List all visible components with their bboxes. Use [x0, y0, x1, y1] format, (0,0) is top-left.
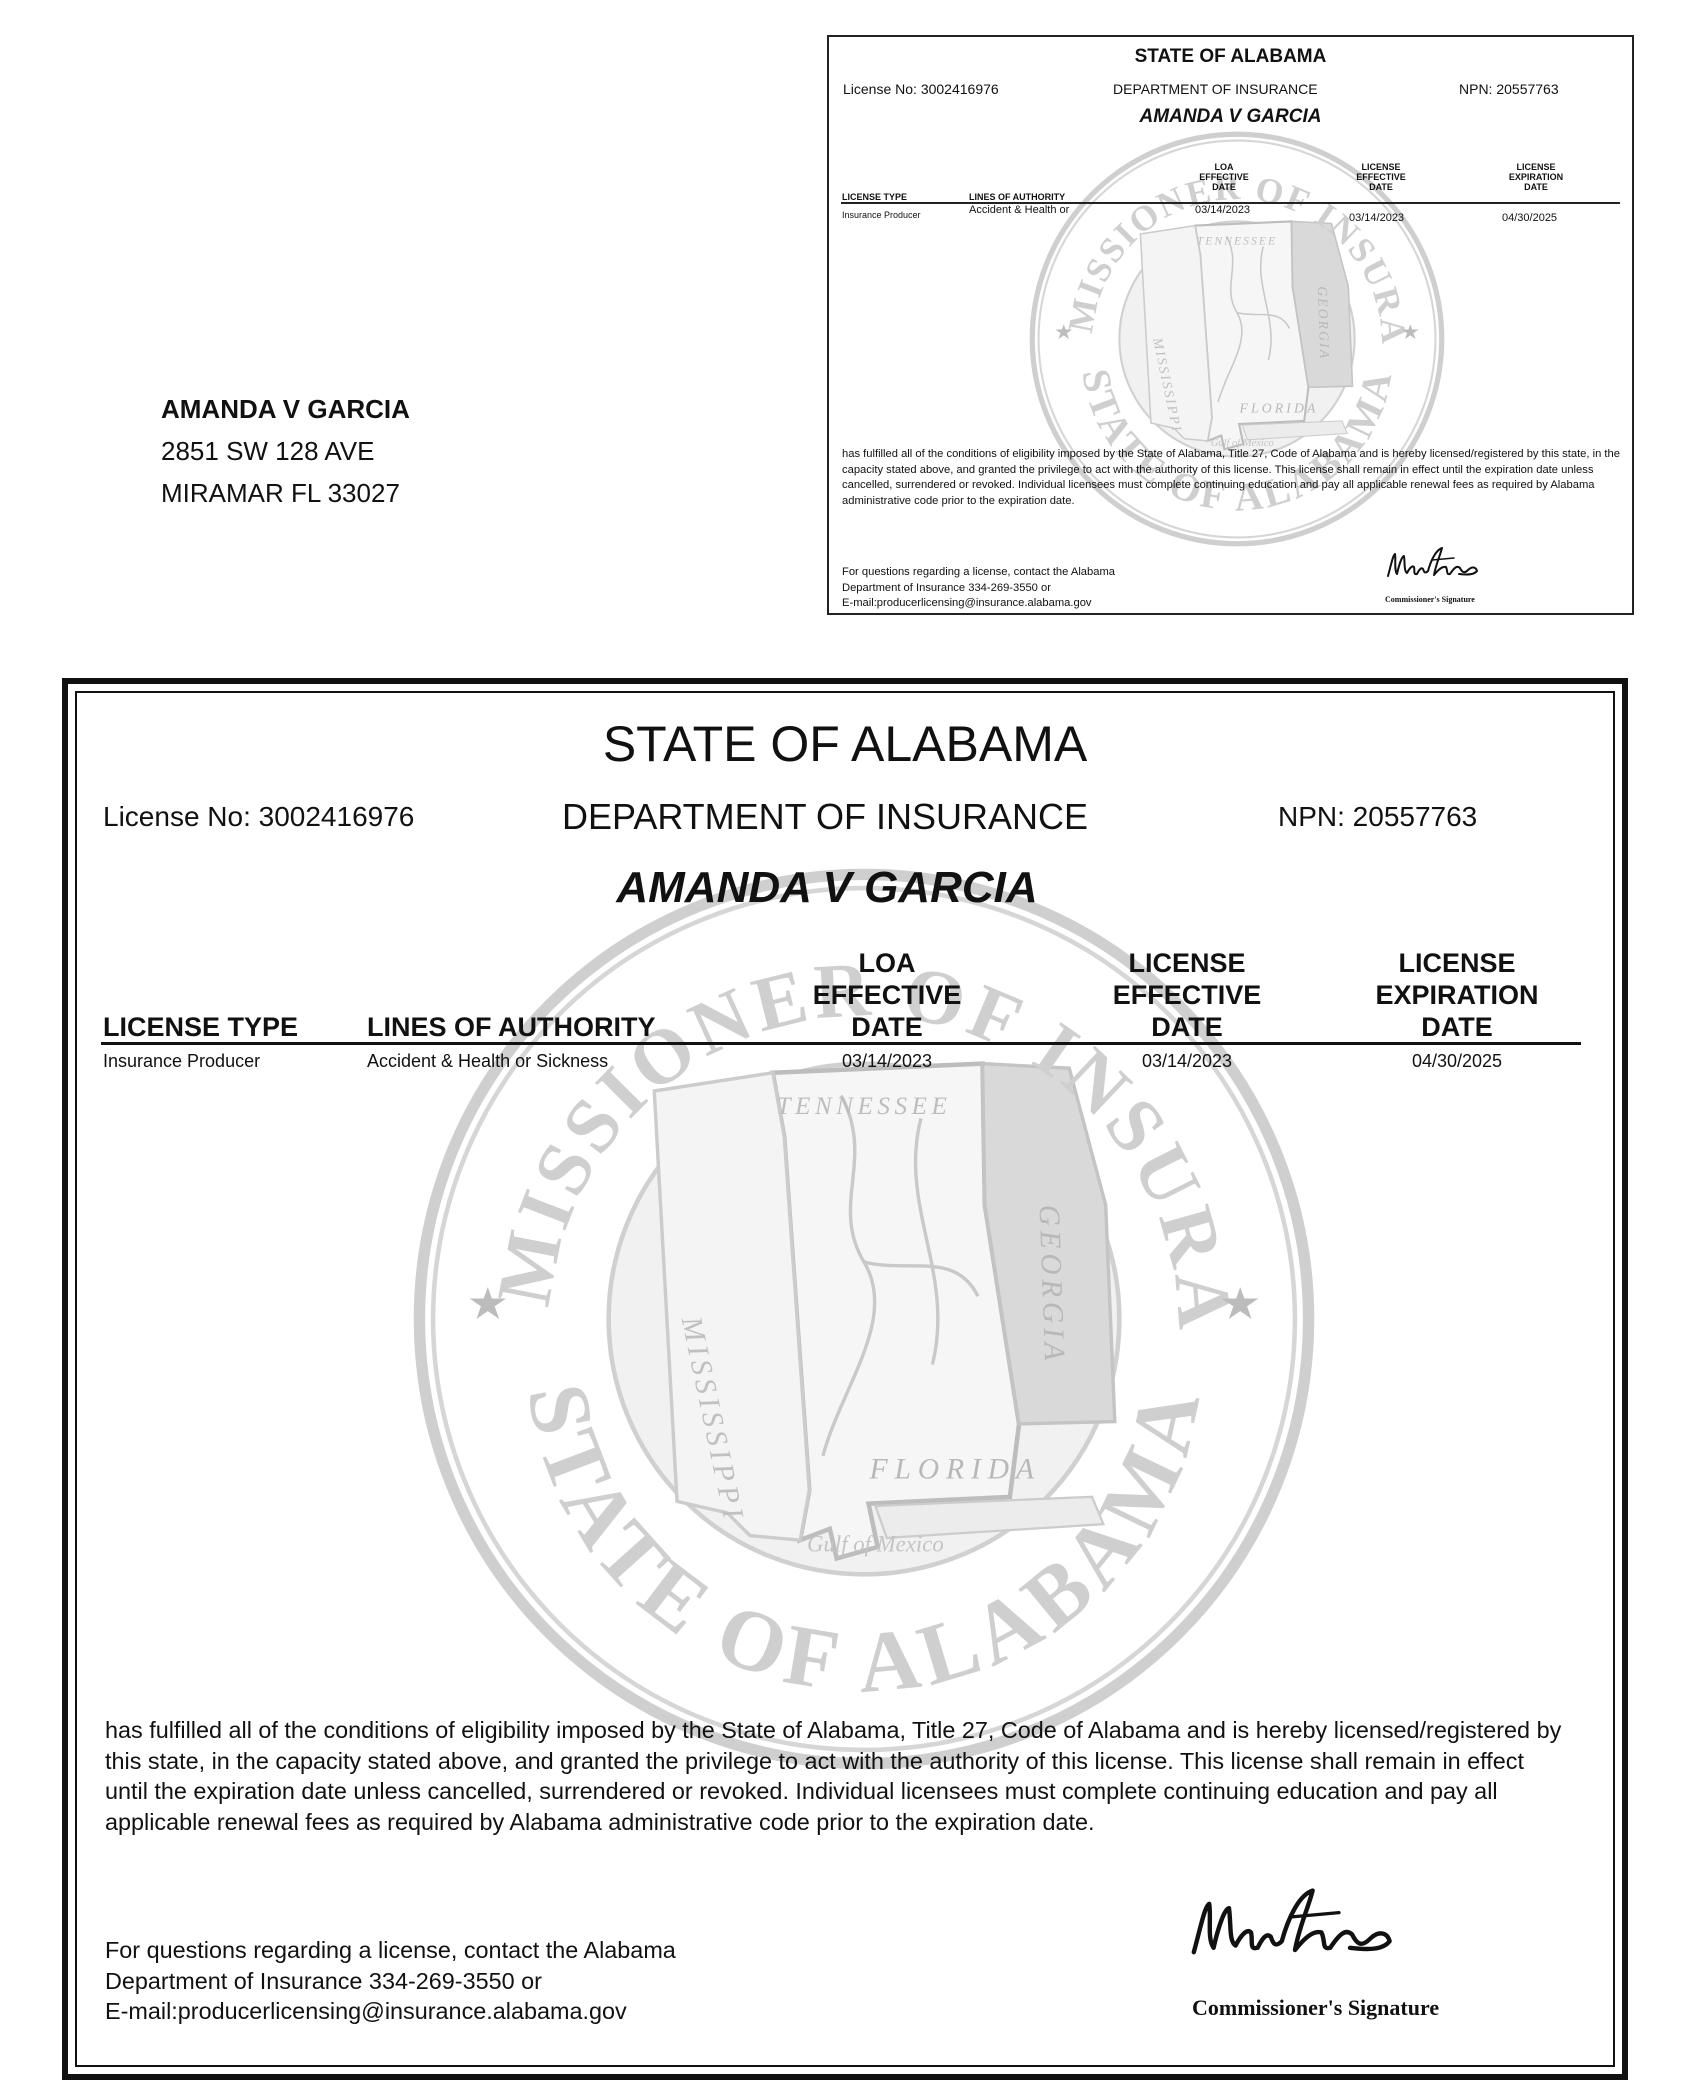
certificate-inner-frame	[75, 691, 1615, 2067]
cell-lines-of-authority: Accident & Health or Sickness	[367, 1051, 609, 1071]
card-header-loa-effective: LOA EFFECTIVE DATE	[1199, 162, 1249, 192]
header-license-type: LICENSE TYPE	[103, 1012, 299, 1042]
card-signature-caption: Commissioner's Signature	[1385, 595, 1475, 604]
cell-loa-effective-date: 03/14/2023	[841, 1051, 933, 1071]
mailing-street: 2851 SW 128 AVE	[161, 436, 375, 466]
card-license-number: License No: 3002416976	[843, 81, 999, 97]
certificate-license-number: License No: 3002416976	[103, 801, 415, 832]
header-license-expiration-date: LICENSE EXPIRATION DATE	[1375, 948, 1539, 1042]
wallet-license-card	[827, 35, 1634, 615]
card-eligibility-text: has fulfilled all of the conditions of eligibility imposed by the State of Alabama, Title 27, Code of Alabama and is hereby licensed/registered by this state, in the capacity stated above, and granted the privilege to act with the authority of this license. This license shall remain in effect until the expiration date unless cancelled, surrendered or revoked. Individual licensees must complete continuing education and pay all applicable renewal fees as required by Alabama administrative code prior to the expiration date.	[842, 448, 1620, 507]
header-license-effective-date: LICENSE EFFECTIVE DATE	[1112, 948, 1262, 1042]
header-rule	[101, 1042, 1581, 1045]
cell-license-expiration-date: 04/30/2025	[1411, 1051, 1503, 1071]
certificate-state-title: STATE OF ALABAMA	[602, 716, 1088, 772]
card-cell-lines-of-authority: Accident & Health or	[969, 204, 1070, 216]
card-cell-license-type: Insurance Producer	[842, 210, 921, 220]
commissioner-signature-icon	[1185, 1873, 1405, 1988]
cell-license-type: Insurance Producer	[103, 1051, 261, 1071]
card-header-lines-of-authority: LINES OF AUTHORITY	[969, 192, 1066, 202]
card-contact-info: For questions regarding a license, contact the Alabama Department of Insurance 334-269-3550 or E-mail:producerlicensing@insurance.alabama.gov	[842, 566, 1116, 609]
signature-caption: Commissioner's Signature	[1192, 1995, 1440, 2020]
contact-email: E-mail:producerlicensing@insurance.alabama.gov	[105, 1998, 627, 2024]
certificate-licensee-name: AMANDA V GARCIA	[616, 863, 1038, 912]
card-cell-loa-effective: 03/14/2023	[1195, 204, 1251, 216]
card-npn: NPN: 20557763	[1459, 81, 1559, 97]
contact-line: For questions regarding a license, contact the Alabama	[105, 1937, 676, 1963]
certificate-department: DEPARTMENT OF INSURANCE	[561, 796, 1089, 837]
card-header-license-effective: LICENSE EFFECTIVE DATE	[1356, 162, 1406, 192]
mailing-address	[161, 388, 410, 514]
cell-license-effective-date: 03/14/2023	[1141, 1051, 1233, 1071]
contact-line: Department of Insurance 334-269-3550 or	[105, 1967, 542, 1994]
card-licensee-name: AMANDA V GARCIA	[1139, 106, 1322, 127]
certificate-npn: NPN: 20557763	[1278, 801, 1478, 832]
card-department: DEPARTMENT OF INSURANCE	[1113, 81, 1318, 97]
card-header-license-type: LICENSE TYPE	[842, 192, 908, 202]
card-state-title: STATE OF ALABAMA	[1134, 46, 1327, 67]
mailing-name: AMANDA V GARCIA	[161, 394, 410, 424]
license-certificate	[62, 678, 1628, 2080]
header-loa-effective-date: LOA EFFECTIVE DATE	[812, 948, 962, 1042]
card-cell-license-effective: 03/14/2023	[1349, 212, 1405, 224]
card-header-license-expiration: LICENSE EXPIRATION DATE	[1508, 162, 1564, 192]
mailing-city-state-zip: MIRAMAR FL 33027	[161, 478, 400, 508]
contact-info	[105, 1935, 676, 2027]
card-signature-icon	[1384, 540, 1484, 595]
card-cell-license-expiration: 04/30/2025	[1502, 212, 1558, 224]
header-lines-of-authority: LINES OF AUTHORITY	[367, 1012, 656, 1042]
eligibility-text: has fulfilled all of the conditions of eligibility imposed by the State of Alabama, Title 27, Code of Alabama and is hereby licensed/registered by this state, in the capacity stated above, and granted the privilege to act with the authority of this license. This license shall remain in effect until the expiration date unless cancelled, surrendered or revoked. Individual licensees must complete continuing education and pay all applicable renewal fees as required by Alabama administrative code prior to the expiration date.	[105, 1717, 1562, 1835]
